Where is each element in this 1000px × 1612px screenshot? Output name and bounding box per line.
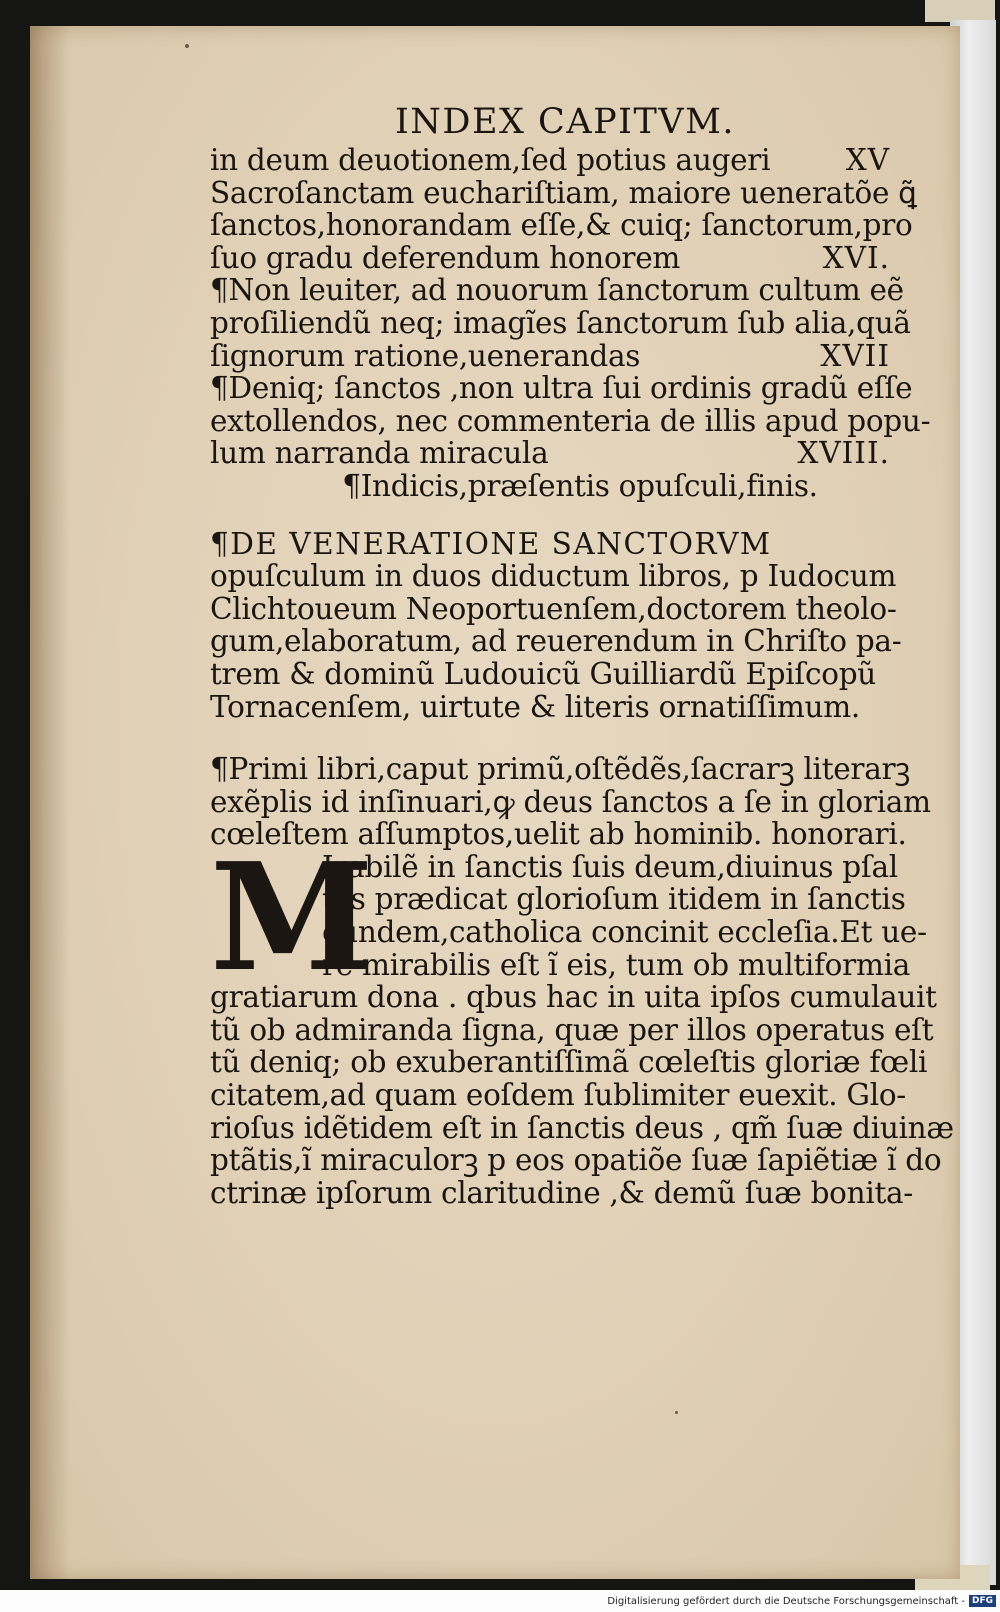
title-line bbox=[210, 691, 890, 724]
page-gutter-shadow bbox=[30, 26, 70, 1579]
index-entry-text: ſignorum ratione,uenerandas bbox=[210, 338, 641, 373]
section-gap bbox=[210, 723, 890, 753]
title-line bbox=[210, 559, 897, 594]
title-line-text: gum,elaboratum, ad reuerendum in Chriſto pa- bbox=[210, 624, 902, 659]
drop-cap-line bbox=[322, 849, 898, 884]
body-line bbox=[210, 1045, 928, 1080]
index-entry bbox=[210, 242, 890, 275]
index-end-text: ¶Indicis,præſentis opuſculi,finis. bbox=[342, 468, 818, 503]
chapter-number: XV bbox=[845, 143, 890, 177]
digitization-credit bbox=[590, 1595, 996, 1607]
index-entry bbox=[210, 305, 911, 340]
index-entry bbox=[210, 273, 904, 308]
index-list bbox=[210, 143, 931, 471]
body-text bbox=[210, 980, 954, 1210]
drop-cap-line-text: eundem,catholica concinit eccleſia.Et ue- bbox=[322, 915, 927, 950]
index-entry-text: ſuo gradu deferendum honorem bbox=[210, 240, 681, 275]
title-line-text: trem & dominũ Ludouicũ Guilliardũ Epiſcopũ bbox=[210, 656, 876, 691]
body-line-text: ctrinæ ipſorum claritudine ,& demũ ſuæ bonita- bbox=[210, 1175, 913, 1210]
body-line bbox=[210, 1143, 942, 1178]
index-entry-text: ſanctos,honorandam eſſe,& cuiq; ſanctorum,pro bbox=[210, 208, 913, 243]
title-line-text: opuſculum in duos diductum libros, p Iudocum bbox=[210, 559, 897, 594]
page-spot bbox=[185, 44, 189, 48]
index-entry bbox=[210, 144, 890, 177]
page-tab-top bbox=[925, 0, 995, 22]
chapter-heading-line-text: cœleſtem aſſumptos,uelit ab hominib. honorari. bbox=[210, 817, 907, 852]
chapter-heading-line-text: ¶Primi libri,caput primũ,oſtẽdẽs,ſacrarꝫ literarꝫ bbox=[210, 752, 911, 787]
index-entry-text: Sacroſanctam euchariſtiam, maiore ueneratõe ꝗ̃ bbox=[210, 175, 917, 210]
title-line bbox=[210, 624, 902, 659]
body-line-text: ptãtis,ĩ miraculorꝫ p eos opatiõe ſuæ ſapiẽtiæ ĩ do bbox=[210, 1143, 942, 1178]
section-gap bbox=[210, 503, 890, 528]
drop-cap-line-text: tes prædicat glorioſum itidem in ſanctis bbox=[322, 882, 906, 917]
title-line bbox=[210, 528, 890, 561]
body-line bbox=[210, 1110, 954, 1145]
body-line-text: gratiarum dona . qbus hac in uita ipſos cumulauit bbox=[210, 980, 937, 1015]
body-line bbox=[210, 1175, 913, 1210]
index-entry-text: ¶Deniq; ſanctos ,non ultra ſui ordinis gradũ eſſe bbox=[210, 371, 913, 406]
body-line bbox=[210, 1012, 934, 1047]
index-entry-text: proſiliendũ neq; imagĩes ſanctorum ſub alia,quã bbox=[210, 305, 911, 340]
index-entry-text: in deum deuotionem,ſed potius augeri bbox=[210, 143, 771, 177]
index-entry bbox=[210, 175, 917, 210]
index-entry bbox=[210, 208, 913, 243]
drop-cap-line-text: re mirabilis eſt ĩ eis, tum ob multiformia bbox=[322, 947, 911, 982]
index-entry bbox=[210, 340, 890, 373]
page-spot bbox=[675, 1411, 678, 1414]
index-entry bbox=[210, 403, 931, 438]
chapter-heading-line bbox=[210, 784, 931, 819]
page-text bbox=[210, 102, 954, 1210]
chapter-number: XVII bbox=[820, 338, 890, 373]
credit-text: Digitalisierung gefördert durch die Deutsche Forschungsgemeinschaft - bbox=[607, 1595, 965, 1607]
dfg-logo: DFG bbox=[969, 1595, 996, 1607]
page-header: INDEX CAPITVM. bbox=[394, 102, 736, 142]
body-line-text: tũ ob admiranda ſigna, quæ per illos operatus eſt bbox=[210, 1012, 934, 1047]
drop-cap-line-text: Irabilẽ in ſanctis ſuis deum,diuinus pſal bbox=[322, 849, 898, 884]
index-entry-text: lum narranda miracula bbox=[210, 436, 549, 471]
drop-cap-line bbox=[322, 882, 906, 917]
chapter-number: XVI. bbox=[822, 240, 890, 275]
body-line bbox=[210, 1078, 906, 1113]
title-line bbox=[210, 591, 897, 626]
drop-cap-line bbox=[322, 915, 927, 950]
drop-cap: M bbox=[210, 829, 374, 1004]
body-line-text: citatem,ad quam eoſdem ſublimiter euexit. Glo- bbox=[210, 1078, 906, 1113]
book-page bbox=[30, 26, 960, 1579]
index-entry bbox=[210, 371, 913, 406]
body-line-text: tũ deniq; ob exuberantiſſimã cœleſtis gloriæ fœli bbox=[210, 1045, 928, 1080]
body-line-text: rioſus idẽtidem eſt in ſanctis deus , qm̃ ſuæ diuinæ bbox=[210, 1110, 954, 1145]
title-line bbox=[210, 658, 890, 691]
title-line-text: ¶DE VENERATIONE SANCTORVM bbox=[210, 526, 772, 561]
index-end-line bbox=[210, 470, 890, 503]
drop-cap-line bbox=[322, 947, 911, 982]
index-entry-text: extollendos, nec commenteria de illis apud popu- bbox=[210, 403, 931, 438]
index-entry-text: ¶Non leuiter, ad nouorum ſanctorum cultum eẽ bbox=[210, 273, 904, 308]
chapter-heading-line-text: exẽplis id inſinuari,ꝙ deus ſanctos a ſe in gloriam bbox=[210, 784, 931, 819]
chapter-heading-line bbox=[210, 752, 911, 787]
chapter-number: XVIII. bbox=[797, 436, 890, 471]
index-entry bbox=[210, 437, 890, 470]
title-block bbox=[210, 526, 902, 724]
title-line-text: Tornacenſem, uirtute & literis ornatiſſimum. bbox=[210, 689, 861, 724]
title-line-text: Clichtoueum Neoportuenſem,doctorem theolo- bbox=[210, 591, 897, 626]
